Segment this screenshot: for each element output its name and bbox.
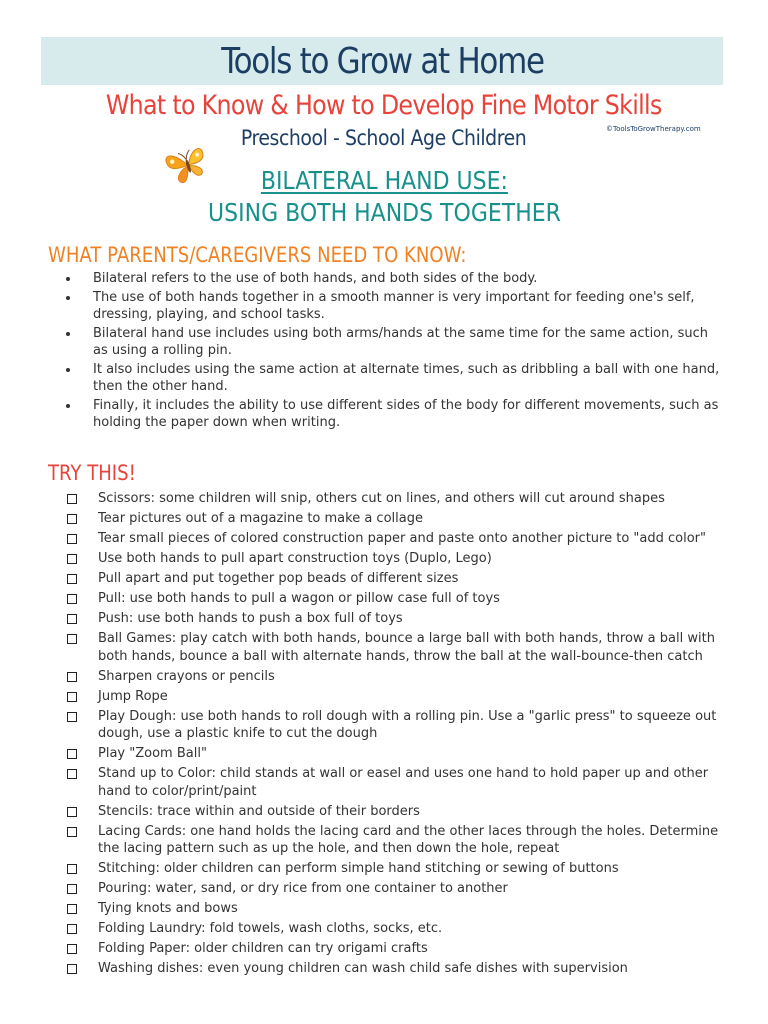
checkbox[interactable] <box>67 712 77 722</box>
checkbox[interactable] <box>67 749 77 759</box>
checklist-item-text: Lacing Cards: one hand holds the lacing card and the other laces through the holes. Determine the lacing pattern such as up the hole, and then down the hole, repeat <box>98 823 719 856</box>
checklist-item-text: Tear pictures out of a magazine to make a collage <box>98 511 423 526</box>
page-title: Tools to Grow at Home <box>220 40 544 82</box>
checklist-item <box>66 920 726 938</box>
checkbox[interactable] <box>67 964 77 974</box>
checkbox[interactable] <box>67 904 77 914</box>
checklist-item-text: Washing dishes: even young children can wash child safe dishes with supervision <box>98 961 628 976</box>
checklist-item-text: Pull apart and put together pop beads of different sizes <box>98 571 459 586</box>
checkbox[interactable] <box>67 807 77 817</box>
know-section-heading: WHAT PARENTS/CAREGIVERS NEED TO KNOW: <box>48 243 467 267</box>
checklist-item <box>66 530 726 548</box>
subtitle-text: What to Know & How to Develop Fine Motor Skills <box>106 90 662 121</box>
checkbox[interactable] <box>67 827 77 837</box>
checklist-item <box>66 490 726 508</box>
checklist-item-text: Play Dough: use both hands to roll dough with a rolling pin. Use a "garlic press" to squeeze out dough, use a plastic knife to cut the dough <box>98 708 717 741</box>
list-item: It also includes using the same action at alternate times, such as dribbling a ball with one hand, then the other hand. <box>62 361 722 396</box>
checklist-item-text: Scissors: some children will snip, others cut on lines, and others will cut around shapes <box>98 491 665 506</box>
checklist-item <box>66 765 726 800</box>
copyright-notice: ©ToolsToGrowTherapy.com <box>606 125 701 133</box>
title-banner <box>41 37 723 85</box>
try-checklist <box>66 490 726 980</box>
checklist-item <box>66 590 726 608</box>
checkbox[interactable] <box>67 594 77 604</box>
checklist-item <box>66 668 726 686</box>
try-section-heading: TRY THIS! <box>48 461 136 485</box>
checklist-item-text: Sharpen crayons or pencils <box>98 668 275 684</box>
checklist-item-text: Play "Zoom Ball" <box>98 746 207 761</box>
checklist-item-text: Use both hands to pull apart construction toys (Duplo, Lego) <box>98 551 492 566</box>
checklist-item-text: Push: use both hands to push a box full of toys <box>98 611 403 626</box>
list-item: Bilateral hand use includes using both arms/hands at the same time for the same action, such as using a rolling pin. <box>62 325 722 360</box>
checklist-item-text: Stencils: trace within and outside of their borders <box>98 803 420 819</box>
topic-subheading-text: USING BOTH HANDS TOGETHER <box>207 198 561 227</box>
age-range-text: Preschool - School Age Children <box>241 126 527 150</box>
checkbox[interactable] <box>67 864 77 874</box>
checkbox[interactable] <box>67 769 77 779</box>
list-item: Finally, it includes the ability to use different sides of the body for different movements, such as holding the paper down when writing. <box>62 397 722 432</box>
checklist-item <box>66 745 726 763</box>
checkbox[interactable] <box>67 534 77 544</box>
checklist-item <box>66 940 726 958</box>
checkbox[interactable] <box>67 494 77 504</box>
list-item: The use of both hands together in a smooth manner is very important for feeding one's self, dressing, playing, and school tasks. <box>62 289 722 324</box>
know-list <box>62 270 722 433</box>
checkbox[interactable] <box>67 884 77 894</box>
checklist-item-text: Folding Laundry: fold towels, wash cloths, socks, etc. <box>98 921 443 936</box>
checklist-item-text: Stitching: older children can perform simple hand stitching or sewing of buttons <box>98 861 619 876</box>
checklist-item <box>66 823 726 858</box>
checklist-item <box>66 880 726 898</box>
topic-subheading <box>0 198 768 227</box>
checklist-item <box>66 610 726 628</box>
checklist-item <box>66 960 726 978</box>
checklist-item <box>66 630 726 665</box>
checklist-item-text: Folding Paper: older children can try origami crafts <box>98 941 428 956</box>
checkbox[interactable] <box>67 634 77 644</box>
topic-heading-text: BILATERAL HAND USE: <box>260 166 508 195</box>
checklist-item-text: Jump Rope <box>98 688 168 704</box>
checkbox[interactable] <box>67 672 77 682</box>
checklist-item-text: Ball Games: play catch with both hands, bounce a large ball with both hands, throw a ball with both hands, bounce a ball with alternate hands, throw the ball at the wall-bounce-then catch <box>98 631 715 664</box>
checklist-item-text: Stand up to Color: child stands at wall or easel and uses one hand to hold paper up and other hand to color/print/paint <box>98 766 709 799</box>
checkbox[interactable] <box>67 614 77 624</box>
topic-heading <box>0 166 768 195</box>
checkbox[interactable] <box>67 554 77 564</box>
checklist-item-text: Tear small pieces of colored construction paper and paste onto another picture to "add color" <box>98 531 706 546</box>
checklist-item-text: Pull: use both hands to pull a wagon or pillow case full of toys <box>98 591 500 606</box>
checkbox[interactable] <box>67 944 77 954</box>
checklist-item <box>66 510 726 528</box>
checklist-item <box>66 688 726 706</box>
checklist-item <box>66 860 726 878</box>
checkbox[interactable] <box>67 574 77 584</box>
checklist-item-text: Tying knots and bows <box>98 901 238 916</box>
checklist-item <box>66 570 726 588</box>
checkbox[interactable] <box>67 514 77 524</box>
checklist-item <box>66 900 726 918</box>
list-item: Bilateral refers to the use of both hands, and both sides of the body. <box>62 270 722 288</box>
checklist-item <box>66 708 726 743</box>
checkbox[interactable] <box>67 924 77 934</box>
subtitle <box>0 90 768 121</box>
checklist-item <box>66 803 726 821</box>
checkbox[interactable] <box>67 692 77 702</box>
checklist-item <box>66 550 726 568</box>
checklist-item-text: Pouring: water, sand, or dry rice from one container to another <box>98 881 508 896</box>
